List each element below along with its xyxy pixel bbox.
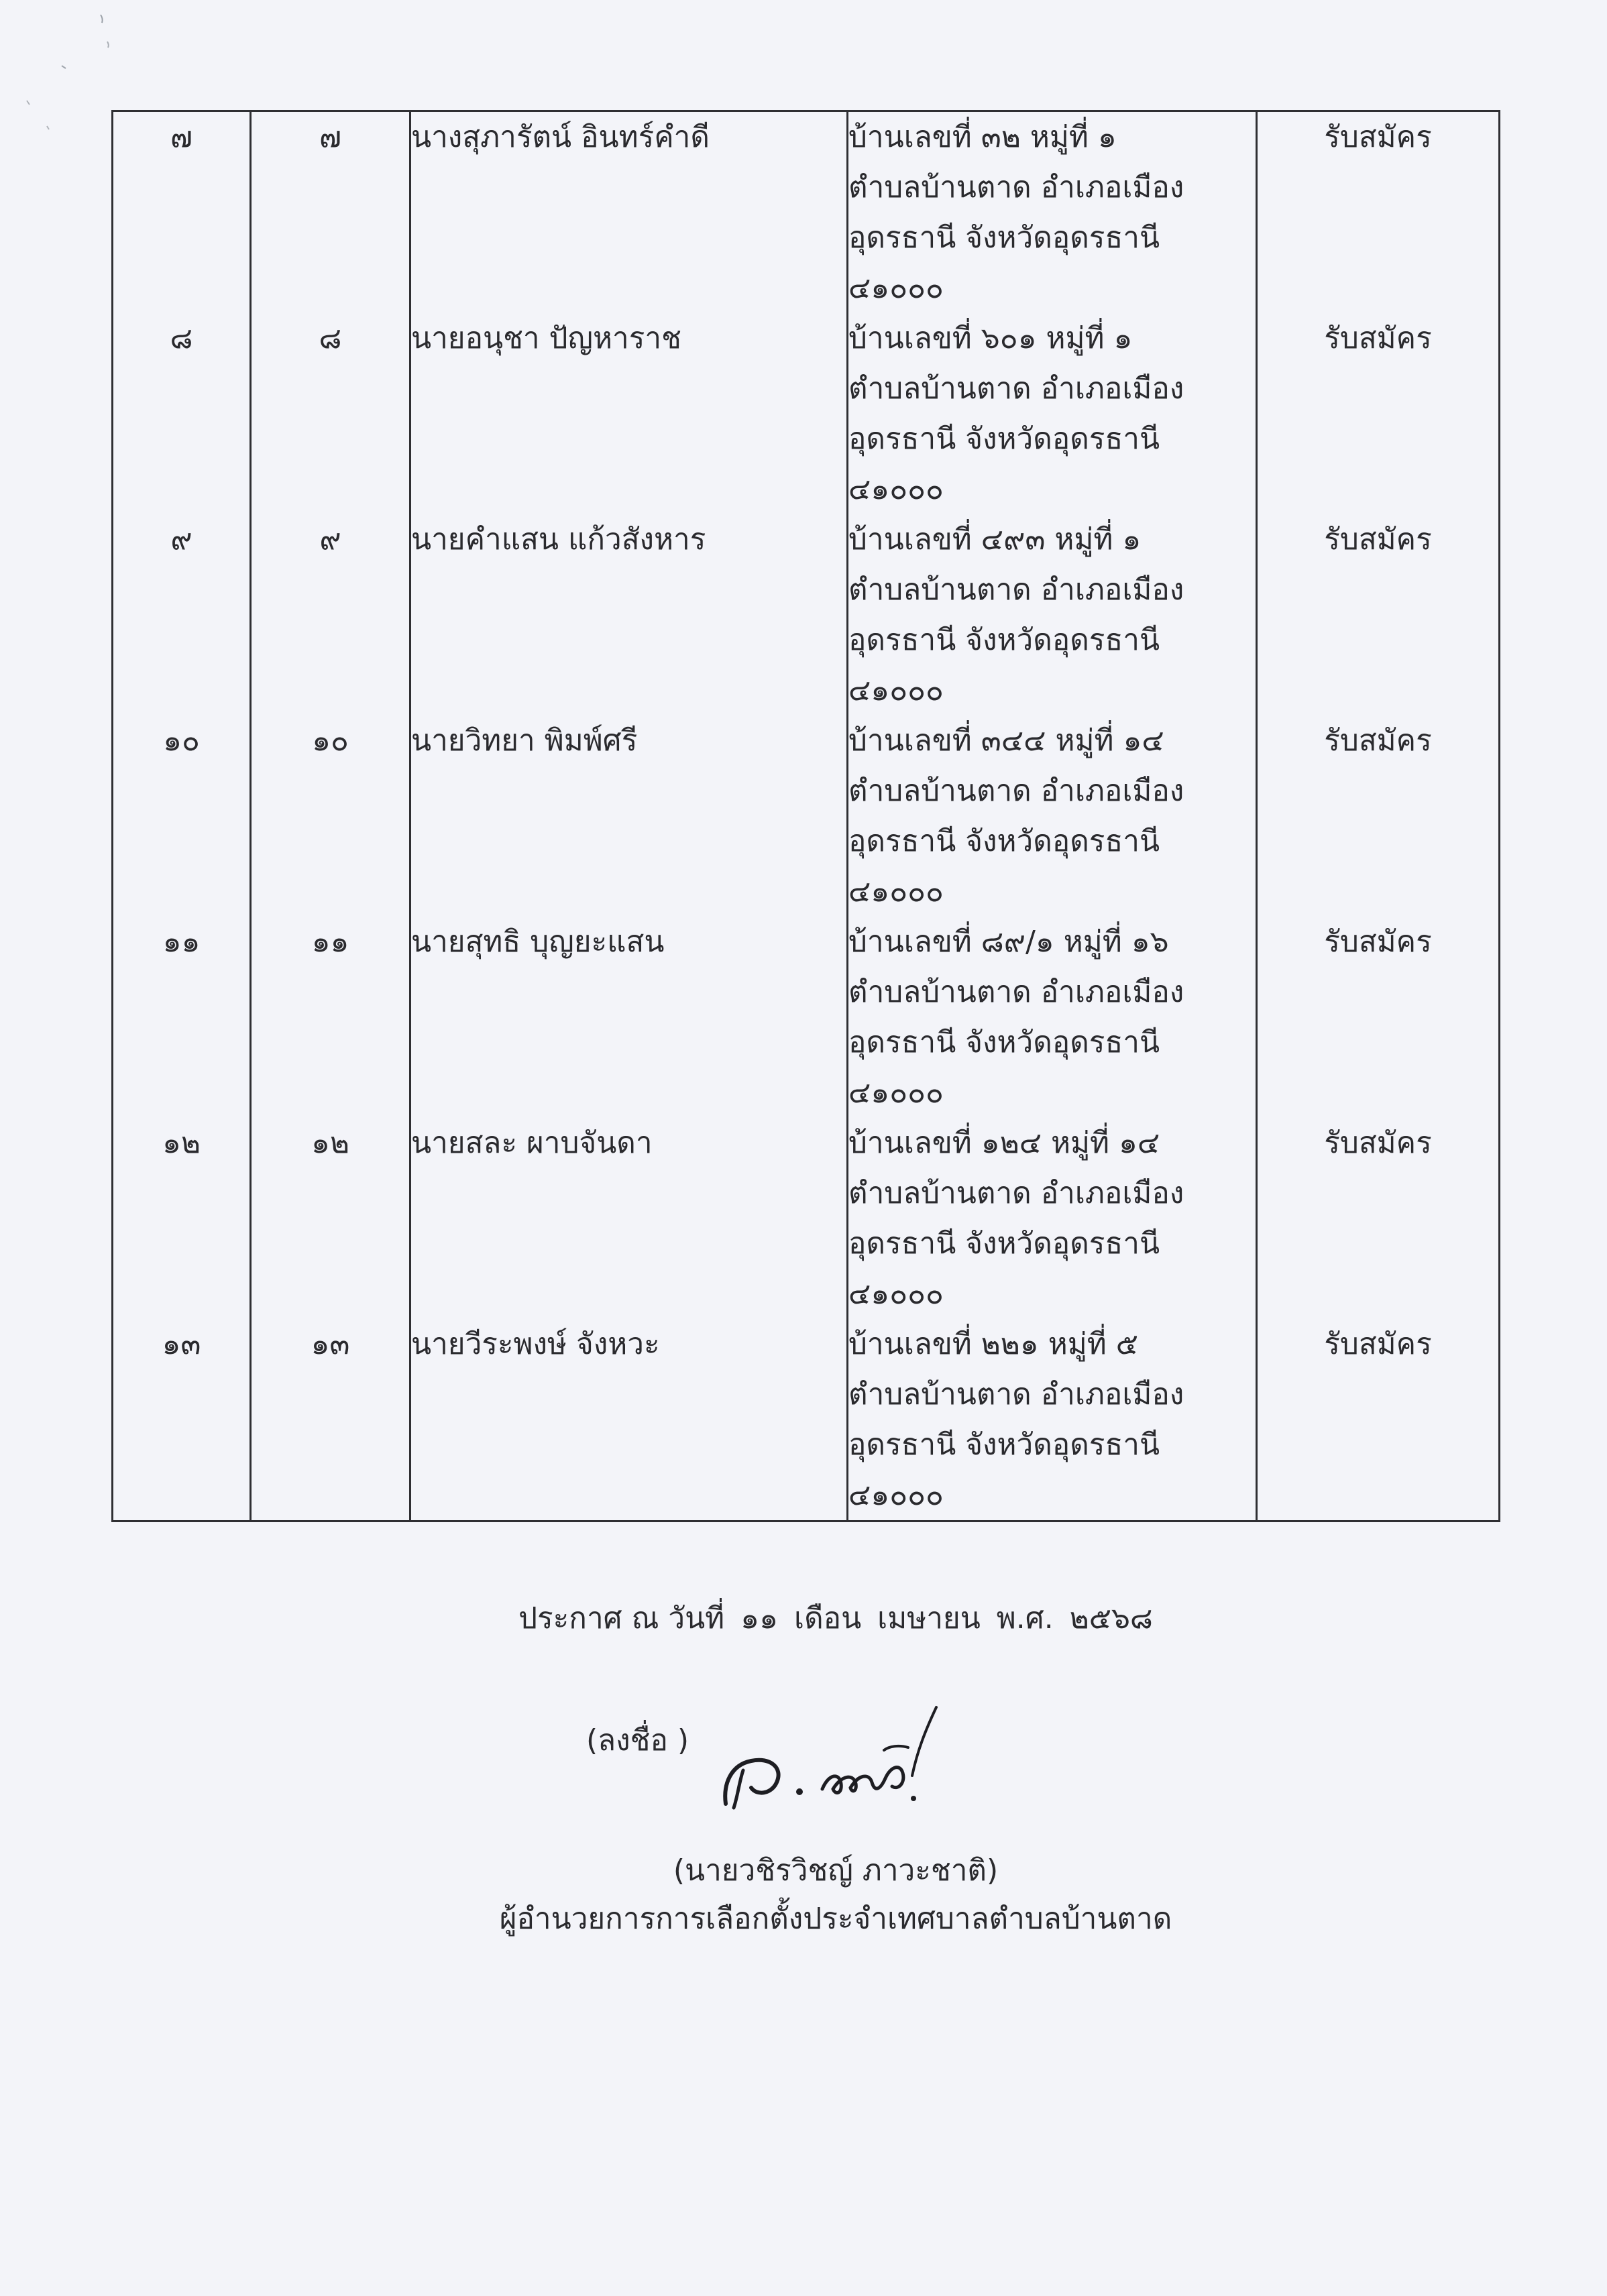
candidate-name-cell: นายคำแสน แก้วสังหาร [410,514,848,715]
candidate-number-cell: ๑๐ [251,715,410,917]
row-order-cell: ๑๓ [113,1319,251,1522]
address-line: ๔๑๐๐๐ [848,673,944,707]
candidate-name-cell: นายสละ ผาบจันดา [410,1118,848,1319]
candidate-status-cell: รับสมัคร [1257,111,1500,314]
signer-name: (นายวชิรวิชญ์ ภาวะชาติ) [673,1853,999,1888]
candidate-status-cell: รับสมัคร [1257,917,1500,1118]
candidate-number-cell: ๑๒ [251,1118,410,1319]
address-line: อุดรธานี จังหวัดอุดรธานี [848,1025,1160,1059]
table-row [113,1118,1500,1319]
candidate-number-cell: ๘ [251,313,410,514]
candidate-address-cell [848,917,1257,1118]
candidate-name-cell: นายวีระพงษ์ จังหวะ [410,1319,848,1522]
table-row [113,514,1500,715]
address-line: ๔๑๐๐๐ [848,874,944,909]
announcement-month: เมษายน [877,1601,981,1635]
address-line: อุดรธานี จังหวัดอุดรธานี [848,221,1160,255]
candidate-status-cell: รับสมัคร [1257,1118,1500,1319]
signature-label: (ลงชื่อ ) [586,1723,689,1758]
address-line: ๔๑๐๐๐ [848,1076,944,1110]
announcement-date-line [0,1595,1607,1642]
address-line: บ้านเลขที่ ๓๒ หมู่ที่ ๑ [848,120,1117,154]
address-line: อุดรธานี จังหวัดอุดรธานี [848,623,1160,657]
candidate-status-cell: รับสมัคร [1257,514,1500,715]
candidate-name-cell: นายสุทธิ บุญยะแสน [410,917,848,1118]
candidate-number-cell: ๙ [251,514,410,715]
address-line: บ้านเลขที่ ๘๙/๑ หมู่ที่ ๑๖ [848,925,1169,959]
candidate-table-body [113,111,1500,1522]
candidate-name-cell: นายอนุชา ปัญหาราช [410,313,848,514]
address-line: บ้านเลขที่ ๔๙๓ หมู่ที่ ๑ [848,522,1142,557]
table-row [113,1319,1500,1522]
handwritten-signature [704,1703,959,1817]
address-line: บ้านเลขที่ ๓๔๔ หมู่ที่ ๑๔ [848,724,1164,758]
address-line: ตำบลบ้านตาด อำเภอเมือง [848,573,1184,607]
table-row [113,313,1500,514]
address-line: ตำบลบ้านตาด อำเภอเมือง [848,371,1184,406]
announcement-day: ๑๑ [740,1601,779,1635]
announcement-era: พ.ศ. [996,1601,1054,1635]
row-order-cell: ๑๒ [113,1118,251,1319]
table-row [113,917,1500,1118]
address-line: บ้านเลขที่ ๑๒๔ หมู่ที่ ๑๔ [848,1126,1160,1160]
row-order-cell: ๑๐ [113,715,251,917]
address-line: ตำบลบ้านตาด อำเภอเมือง [848,975,1184,1009]
address-line: อุดรธานี จังหวัดอุดรธานี [848,1226,1160,1261]
address-line: ตำบลบ้านตาด อำเภอเมือง [848,1176,1184,1210]
address-line: ๔๑๐๐๐ [848,1478,944,1512]
candidate-address-cell [848,1118,1257,1319]
candidate-address-cell [848,715,1257,917]
address-line: ๔๑๐๐๐ [848,1277,944,1311]
address-line: ตำบลบ้านตาด อำเภอเมือง [848,170,1184,205]
row-order-cell: ๘ [113,313,251,514]
candidate-status-cell: รับสมัคร [1257,1319,1500,1522]
table-row [113,111,1500,314]
address-line: ๔๑๐๐๐ [848,472,944,506]
address-line: บ้านเลขที่ ๖๐๑ หมู่ที่ ๑ [848,321,1133,355]
announcement-year: ๒๕๖๘ [1069,1601,1153,1635]
address-line: อุดรธานี จังหวัดอุดรธานี [848,422,1160,456]
row-order-cell: ๙ [113,514,251,715]
candidate-status-cell: รับสมัคร [1257,715,1500,917]
announcement-month-label: เดือน [794,1601,862,1635]
candidate-name-cell: นางสุภารัตน์ อินทร์คำดี [410,111,848,314]
address-line: อุดรธานี จังหวัดอุดรธานี [848,824,1160,858]
candidate-name-cell: นายวิทยา พิมพ์ศรี [410,715,848,917]
address-line: อุดรธานี จังหวัดอุดรธานี [848,1428,1160,1462]
signer-title: ผู้อำนวยการการเลือกตั้งประจำเทศบาลตำบลบ้านตาด [499,1902,1172,1936]
candidate-address-cell [848,514,1257,715]
table-row [113,715,1500,917]
candidate-number-cell: ๗ [251,111,410,314]
candidate-table [111,110,1500,1522]
candidate-status-cell: รับสมัคร [1257,313,1500,514]
candidate-number-cell: ๑๓ [251,1319,410,1522]
candidate-address-cell [848,111,1257,314]
candidate-number-cell: ๑๑ [251,917,410,1118]
candidate-address-cell [848,1319,1257,1522]
address-line: ๔๑๐๐๐ [848,271,944,305]
row-order-cell: ๗ [113,111,251,314]
announcement-prefix: ประกาศ ณ วันที่ [518,1601,725,1635]
address-line: ตำบลบ้านตาด อำเภอเมือง [848,774,1184,808]
address-line: บ้านเลขที่ ๒๒๑ หมู่ที่ ๕ [848,1327,1139,1361]
row-order-cell: ๑๑ [113,917,251,1118]
candidate-address-cell [848,313,1257,514]
address-line: ตำบลบ้านตาด อำเภอเมือง [848,1377,1184,1412]
